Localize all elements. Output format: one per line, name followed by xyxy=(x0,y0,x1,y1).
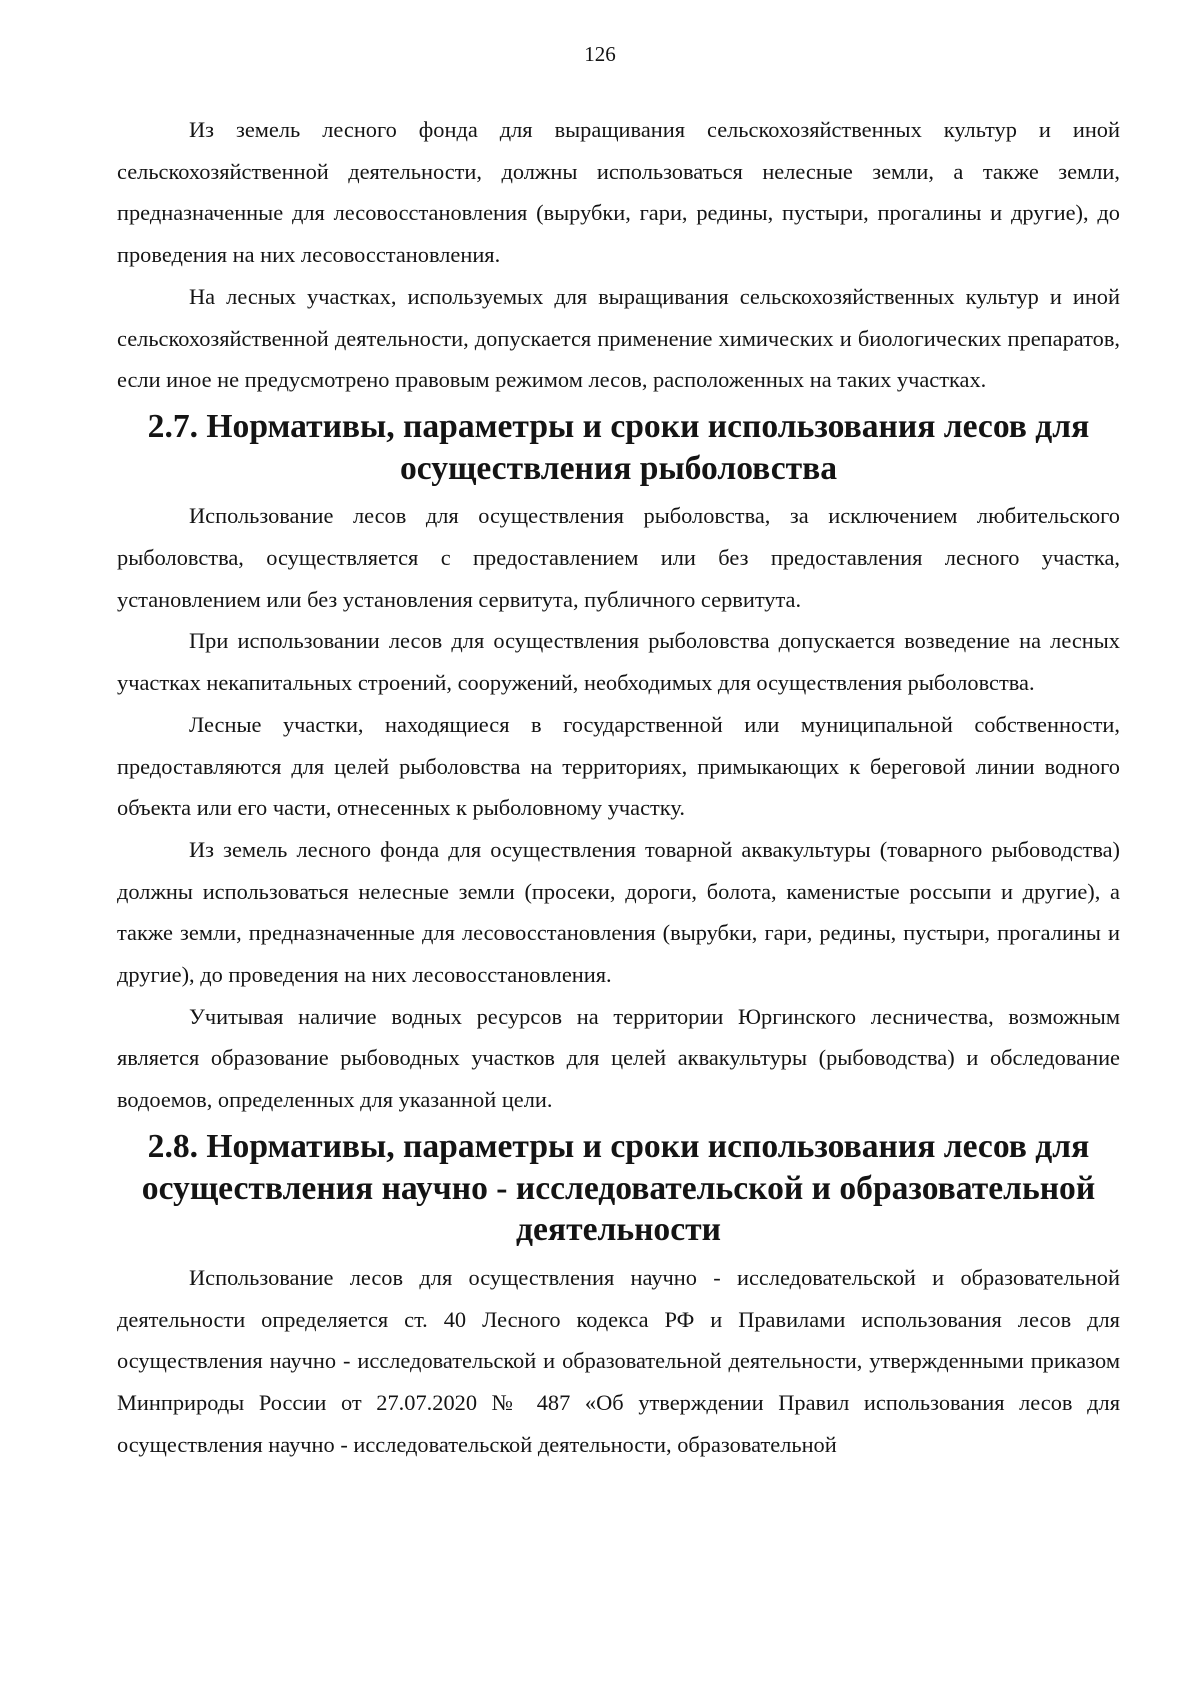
paragraph-aquaculture-land: Из земель лесного фонда для осуществления товарной аквакультуры (товарного рыбоводства) должны использоваться нелесные земли (просеки, дороги, болота, каменистые россыпи и другие), а также земли, предназначенные для лесовосстановления (вырубки, гари, редины, пустыри, прогалины и другие), до проведения на них лесовосстановления. xyxy=(117,836,1120,988)
paragraph-research-use: Использование лесов для осуществления научно - исследовательской и образовательной деятельности определяется ст. 40 Лесного кодекса РФ и Правилами использования лесов для осуществления научно - исследовательской и образовательной деятельности, утвержденными приказом Минприроды России от 27.07.2020 № 487 «Об утверждении Правил использования лесов для осуществления научно - исследовательской деятельности, образовательной xyxy=(117,1264,1120,1457)
paragraph-fishing-plots: Лесные участки, находящиеся в государственной или муниципальной собственности, предоставляются для целей рыболовства на территориях, примыкающих к береговой линии водного объекта или его части, отнесенных к рыболовному участку. xyxy=(117,711,1120,821)
paragraph-agricultural-land: Из земель лесного фонда для выращивания сельскохозяйственных культур и иной сельскохозяйственной деятельности, должны использоваться нелесные земли, а также земли, предназначенные для лесовосстановления (вырубки, гари, редины, пустыри, прогалины и другие), до проведения на них лесовосстановления. xyxy=(117,117,1120,268)
section-heading-2-7: 2.7. Нормативы, параметры и сроки использования лесов для осуществления рыболовства xyxy=(147,407,1090,487)
paragraph-fishing-use: Использование лесов для осуществления рыболовства, за исключением любительского рыболовства, осуществляется с предоставлением или без предоставления лесного участка, установлением или без установления сервитута, публичного сервитута. xyxy=(117,503,1120,612)
section-heading-2-8: 2.8. Нормативы, параметры и сроки использования лесов для осуществления научно - исследовательской и образовательной деятельности xyxy=(141,1127,1096,1249)
document-body xyxy=(117,109,1120,1466)
paragraph-chemical-preparations: На лесных участках, используемых для выращивания сельскохозяйственных культур и иной сельскохозяйственной деятельности, допускается применение химических и биологических препаратов, если иное не предусмотрено правовым режимом лесов, расположенных на таких участках. xyxy=(117,283,1120,393)
page-number: 126 xyxy=(584,42,616,66)
paragraph-water-resources: Учитывая наличие водных ресурсов на территории Юргинского лесничества, возможным является образование рыбоводных участков для целей аквакультуры (рыбоводства) и обследование водоемов, определенных для указанной цели. xyxy=(117,1003,1120,1113)
paragraph-fishing-structures: При использовании лесов для осуществления рыболовства допускается возведение на лесных участках некапитальных строений, сооружений, необходимых для осуществления рыболовства. xyxy=(117,628,1120,696)
